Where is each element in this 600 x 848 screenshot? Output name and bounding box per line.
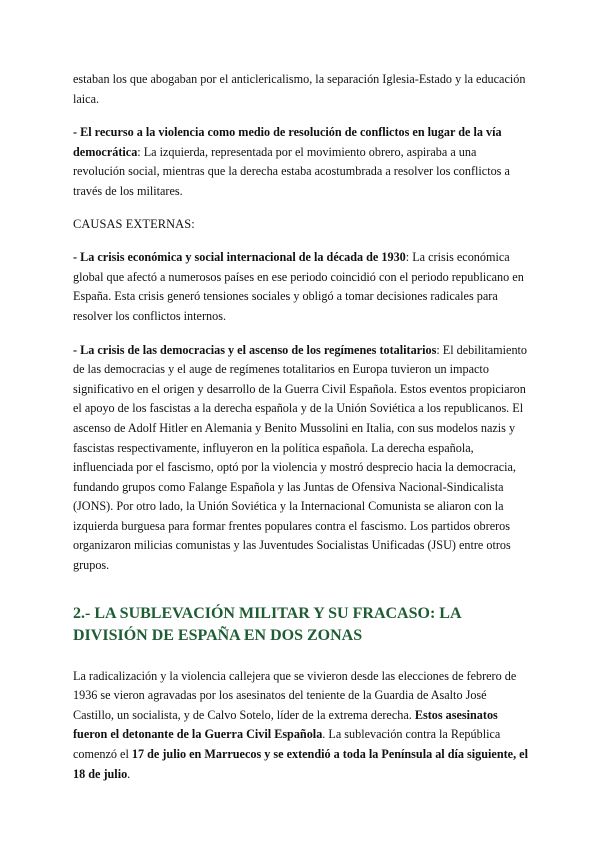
paragraph-economic-crisis <box>73 248 528 326</box>
section-title-sublevacion: 2.- LA SUBLEVACIÓN MILITAR Y SU FRACASO: LA DIVISIÓN DE ESPAÑA EN DOS ZONAS <box>73 604 461 644</box>
heading-external-causes: CAUSAS EXTERNAS: <box>73 216 195 231</box>
document-body <box>73 70 528 784</box>
paragraph-economic-crisis-text: : La crisis económica global que afectó a numerosos países en ese periodo coincidió con el periodo republicano en España. Esta crisis generó tensiones sociales y obligó a tomar decisiones radicales para resolver los conflictos internos. <box>73 250 524 323</box>
paragraph-sublevacion-bold-1: Estos asesinatos fueron el detonante de la Guerra Civil Española <box>73 707 498 742</box>
paragraph-totalitarian-regimes-heading: - La crisis de las democracias y el ascenso de los regímenes totalitarios <box>73 342 437 357</box>
paragraph-laicism-text: estaban los que abogaban por el anticlericalismo, la separación Iglesia-Estado y la educación laica. <box>73 72 526 106</box>
paragraph-sublevacion-text-3: . <box>127 766 131 781</box>
paragraph-violence-text: : La izquierda, representada por el movimiento obrero, aspiraba a una revolución social, mientras que la derecha estaba acostumbrada a resolver los conflictos a través de los militares. <box>73 144 510 198</box>
paragraph-economic-crisis-heading: - La crisis económica y social internacional de la década de 1930 <box>73 250 406 265</box>
paragraph-sublevacion-bold-2: 17 de julio en Marruecos y se extendió a toda la Península al día siguiente, el 18 de julio <box>73 747 528 781</box>
paragraph-laicism <box>73 70 528 109</box>
paragraph-totalitarian-regimes <box>73 341 528 576</box>
paragraph-totalitarian-regimes-text: : El debilitamiento de las democracias y el auge de regímenes totalitarios en Europa tuvieron un impacto significativo en el origen y desarrollo de la Guerra Civil Española. Estos eventos propiciaron el apoyo de los fascistas a la derecha española y de la Unión Soviética a los republicanos. El ascenso de Adolf Hitler en Alemania y Benito Mussolini en Italia, con sus modelos nazis y fascistas respectivamente, influyeron en la política española. La derecha española, influenciada por el fascismo, optó por la violencia y mostró desprecio hacia la democracia, fundando grupos como Falange Española y las Juntas de Ofensiva Nacional-Sindicalista (JONS). Por otro lado, la Unión Soviética y la Internacional Comunista se aliaron con la izquierda burguesa para formar frentes populares contra el fascismo. Los partidos obreros organizaron milicias comunistas y las Juventudes Socialistas Unificadas (JSU) entre otros grupos. <box>73 342 528 573</box>
paragraph-violence <box>73 123 528 201</box>
paragraph-violence-heading: - El recurso a la violencia como medio de resolución de conflictos en lugar de la vía democrática <box>73 125 502 159</box>
paragraph-sublevacion-text-1: La radicalización y la violencia callejera que se vivieron desde las elecciones de febrero de 1936 se vieron agravadas por los asesinatos del teniente de la Guardia de Asalto José Castillo, un socialista, y de Calvo Sotelo, líder de la extrema derecha. <box>73 668 517 722</box>
paragraph-sublevacion <box>73 667 528 785</box>
paragraph-sublevacion-text-2: . La sublevación contra la República comenzó el <box>73 727 501 762</box>
